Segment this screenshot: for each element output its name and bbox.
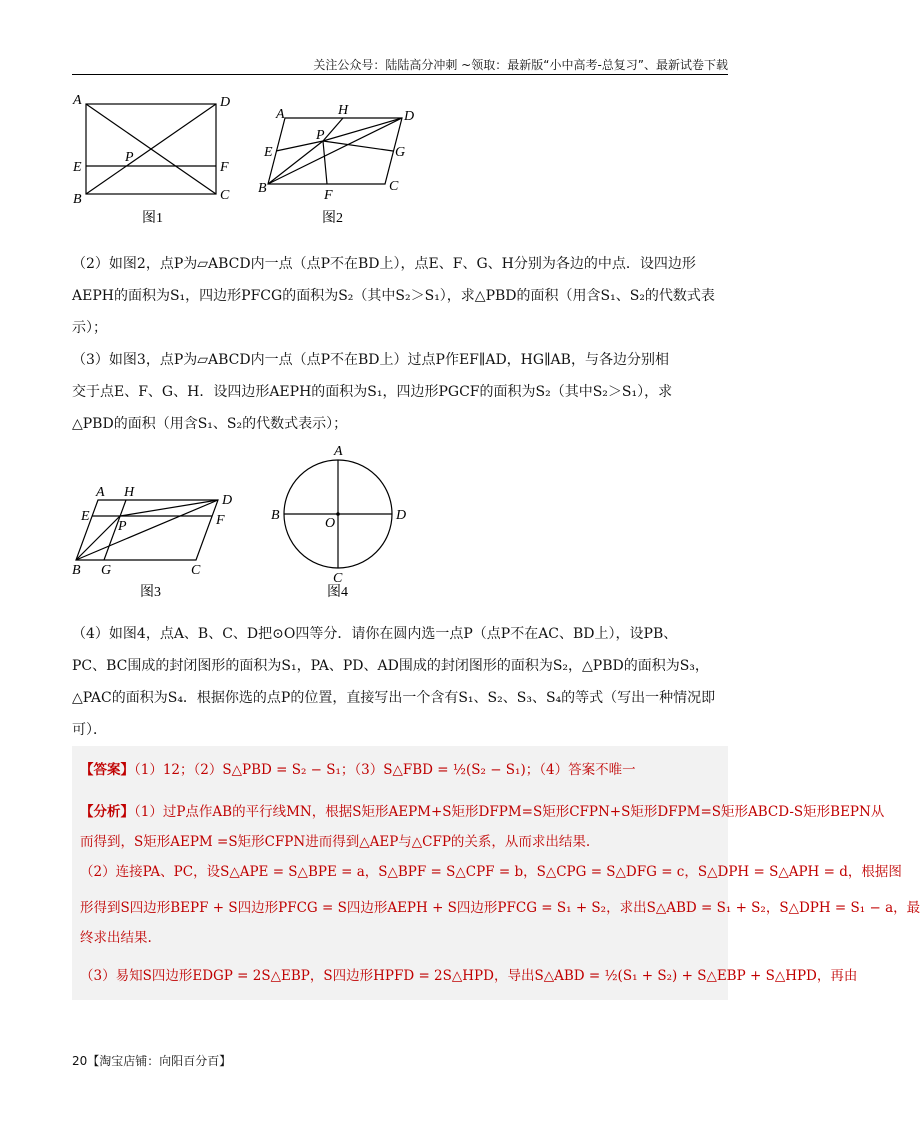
fig3-line-hg <box>104 500 126 560</box>
fig2-ph <box>323 118 343 141</box>
fig1-label-c: C <box>220 188 230 203</box>
fig2-pg <box>323 141 393 151</box>
analysis-line-2: 而得到，S矩形AEPM =S矩形CFPN进而得到△AEP与△CFP的关系，从而求出结果. <box>80 834 591 850</box>
fig2-label-b: B <box>258 181 267 196</box>
fig2-label-h: H <box>338 103 349 118</box>
analysis-text-1: （1）过P点作AB的平行线MN，根据S矩形AEPM+S矩形DFPM=S矩形CFPN+S矩形DFPM=S矩形ABCD-S矩形BEPN从 <box>134 804 885 820</box>
fig1-label-f: F <box>220 160 229 175</box>
fig4-label-c: C <box>333 571 343 586</box>
fig2-parallelogram <box>268 118 402 184</box>
analysis-line-6: （3）易知S四边形EDGP = 2S△EBP，S四边形HPFD = 2S△HPD，导出S△ABD = ½(S₁ + S₂) + S△EBP + S△HPD，再由 <box>80 968 858 984</box>
answer-box <box>72 746 920 1000</box>
answer-tag: 【答案】 <box>80 762 134 778</box>
answer-text: （1）12；（2）S△PBD = S₂ − S₁；（3）S△FBD = ½(S₂ − S₁)；（4）答案不唯一 <box>134 762 636 778</box>
question-3 <box>72 344 732 440</box>
fig3-pb <box>76 516 120 560</box>
q2-line-3: 示）； <box>72 320 107 336</box>
header-text: 关注公众号：陆陆高分冲刺 ~领取：最新版“小中高考-总复习”、最新试卷下载 <box>313 58 728 72</box>
analysis-tag: 【分析】 <box>80 804 134 820</box>
fig1-label-a: A <box>73 93 82 108</box>
fig3-caption: 图3 <box>140 585 161 600</box>
answer-line <box>80 758 636 778</box>
fig3-label-e: E <box>81 509 90 524</box>
q4-line-3: △PAC的面积为S₄．根据你选的点P的位置，直接写出一个含有S₁、S₂、S₃、S₄的等式（写出一种情况即 <box>72 690 716 706</box>
q2-line-1: （2）如图2，点P为▱ABCD内一点（点P不在BD上），点E、F、G、H分别为各边的中点．设四边形 <box>72 256 696 272</box>
fig1-label-d: D <box>220 95 231 110</box>
analysis-line-1 <box>80 800 884 820</box>
fig1-label-b: B <box>73 192 82 207</box>
fig2-label-d: D <box>404 109 415 124</box>
fig3-label-c: C <box>191 563 201 578</box>
analysis-line-3: （2）连接PA、PC，设S△APE = S△BPE = a，S△BPF = S△CPF = b，S△CPG = S△DFG = c，S△DPH = S△APH = d，根据图 <box>80 864 902 880</box>
fig2-label-e: E <box>264 145 273 160</box>
fig2-pf <box>323 141 327 184</box>
q4-line-2: PC、BC围成的封闭图形的面积为S₁，PA、PD、AD围成的封闭图形的面积为S₂，△PBD的面积为S₃， <box>72 658 709 674</box>
q3-line-2: 交于点E、F、G、H．设四边形AEPH的面积为S₁，四边形PGCF的面积为S₂（其中S₂＞S₁），求 <box>72 384 673 400</box>
fig2-label-c: C <box>389 179 399 194</box>
fig3-diagonal-bd <box>76 500 218 560</box>
fig2-label-p: P <box>316 128 325 143</box>
fig3-label-a: A <box>96 485 105 500</box>
q2-line-2: AEPH的面积为S₁，四边形PFCG的面积为S₂（其中S₂＞S₁），求△PBD的面积（用含S₁、S₂的代数式表 <box>72 288 715 304</box>
fig2-pe <box>276 141 323 151</box>
fig2-label-a: A <box>276 107 285 122</box>
fig1-label-e: E <box>73 160 82 175</box>
analysis-line-5: 终求出结果. <box>80 930 152 946</box>
fig3-label-g: G <box>101 563 112 578</box>
fig3-parallelogram <box>76 500 218 560</box>
fig4-caption: 图4 <box>327 585 348 600</box>
analysis-line-4: 形得到S四边形BEPF + S四边形PFCG = S四边形AEPH + S四边形PFCG = S₁ + S₂，求出S△ABD = S₁ + S₂，S△DPH = S₁ − a，最 <box>80 900 920 916</box>
fig4-label-a: A <box>334 444 343 459</box>
fig3-label-h: H <box>124 485 135 500</box>
fig3-pd <box>120 500 218 516</box>
fig2-caption: 图2 <box>322 211 343 226</box>
fig4-circle <box>284 460 392 568</box>
fig1-label-p: P <box>125 150 134 165</box>
q4-line-4: 可）． <box>72 722 107 738</box>
fig2-diagonal-bd <box>268 118 402 184</box>
fig3-label-p: P <box>118 519 127 534</box>
footer-text: 20【淘宝店铺：向阳百分百】 <box>72 1054 232 1068</box>
q4-line-1: （4）如图4，点A、B、C、D把⊙O四等分．请你在圆内选一点P（点P不在AC、BD上），设PB、 <box>72 626 678 642</box>
question-2 <box>72 248 732 344</box>
page-footer <box>72 1052 231 1069</box>
fig4-label-d: D <box>396 508 407 523</box>
q3-line-3: △PBD的面积（用含S₁、S₂的代数式表示）； <box>72 416 348 432</box>
fig1-diagonal-bd <box>86 104 216 194</box>
fig4-center-dot <box>336 512 340 516</box>
q3-line-1: （3）如图3，点P为▱ABCD内一点（点P不在BD上）过点P作EF∥AD，HG∥AB，与各边分别相 <box>72 352 669 368</box>
fig2-label-g: G <box>395 145 406 160</box>
fig3-label-d: D <box>222 493 233 508</box>
fig2-pb <box>268 141 323 184</box>
fig1-caption: 图1 <box>142 211 163 226</box>
fig4-label-o: O <box>325 516 336 531</box>
fig1-rectangle <box>86 104 216 194</box>
fig2-pd <box>323 118 402 141</box>
question-4 <box>72 618 732 746</box>
page-header <box>72 56 728 75</box>
fig2-label-f: F <box>324 188 333 203</box>
fig4-label-b: B <box>271 508 280 523</box>
fig3-label-b: B <box>72 563 81 578</box>
fig3-label-f: F <box>216 513 225 528</box>
fig1-diagonal-ac <box>86 104 216 194</box>
